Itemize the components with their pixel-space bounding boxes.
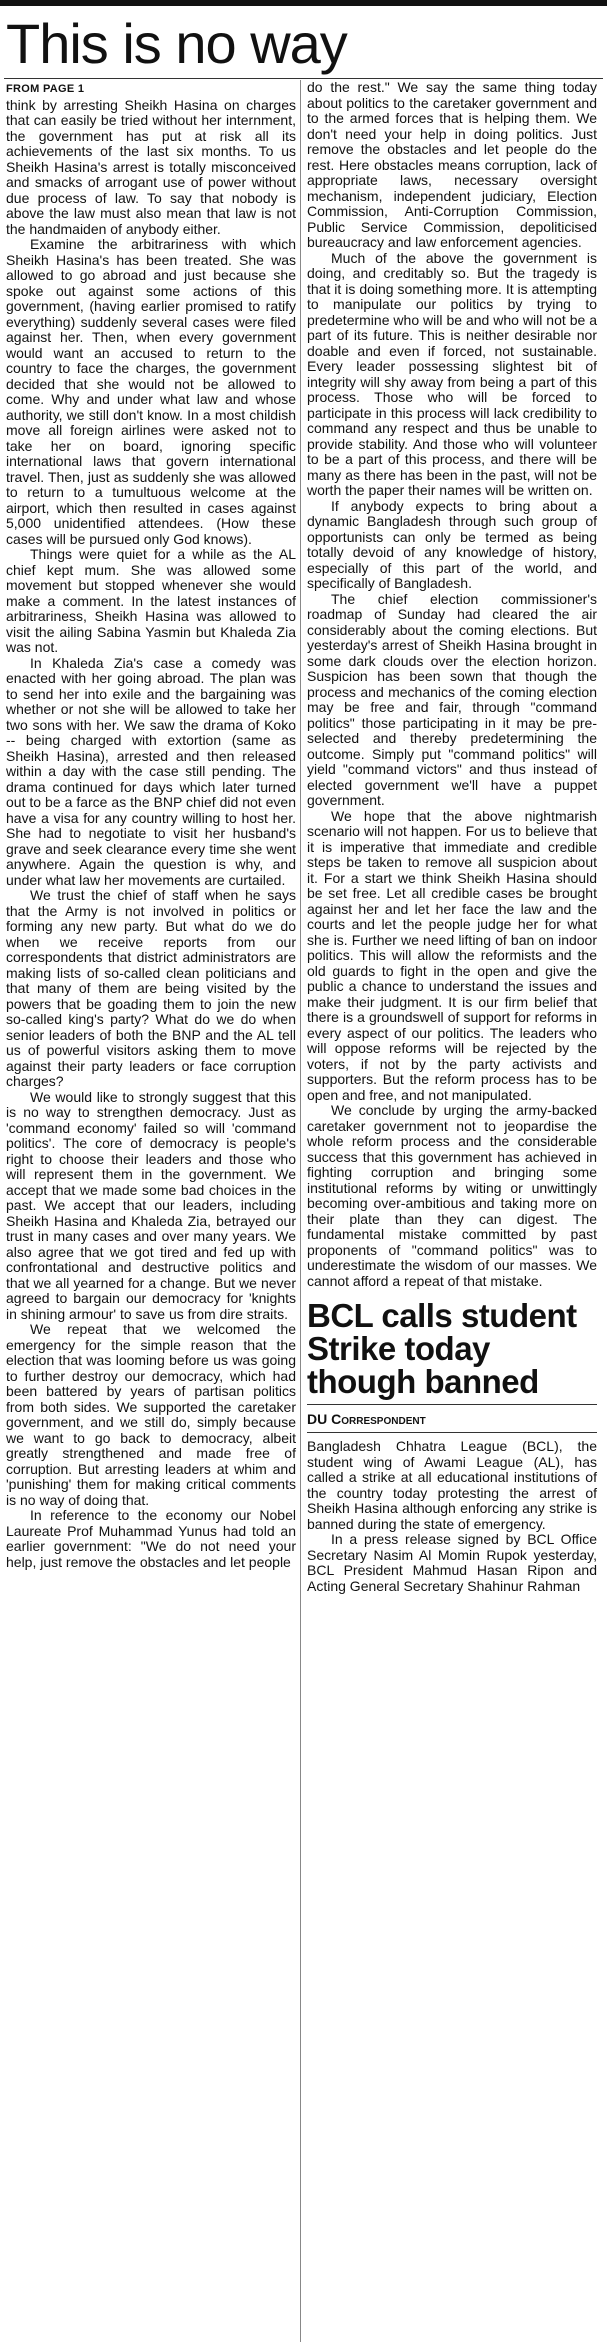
article-paragraph: Much of the above the government is doing, and creditably so. But the tragedy is that it is doing something more. It is attempting to manipulate our politics by trying to predetermine who will be and who will not be a part of its future. This is neither desirable nor doable and even if forced, not sustainable. Every leader possessing slightest bit of integrity will shy away from being a part of this process. Those who will be forced to participate in this process will lack credibility to command any respect and thus be unable to provide stability. And those who will volunteer to be a part of this process, and there will be many as there has been in the past, will not be worth the paper their names will be written on. — [307, 249, 597, 498]
top-rule — [0, 0, 607, 6]
article-paragraph: Examine the arbitrariness with which Sheikh Hasina's has been treated. She was allowed to go abroad and just because she spoke out against some actions of this government, (having earlier promised to ratify everything) suddenly several cases were filed against her. Then, when every government would want an accused to return to the country to face the charges, the government decided that she would not be allowed to come. Why and under what law and whose authority, we still don't know. In a most childish move all foreign airlines were asked not to take her on board, ignoring specific international laws that govern international travel. Then, just as suddenly she was allowed to return to a tumultuous welcome at the airport, which then resulted in cases against 5,000 unidentified attendees. (How these cases will be pursued only God knows). — [6, 236, 296, 547]
column-divider — [300, 80, 301, 2342]
article-paragraph: We repeat that we welcomed the emergency for the simple reason that the election that was looming before us was going to further destroy our democracy, which had been battered by years of partisan politics from both sides. We supported the caretaker government, and we still do, simply because we want to go back to democracy, albeit greatly strengthened and made free of corruption. But arresting leaders at whim and 'punishing' them for making critical comments is no way of doing that. — [6, 1321, 296, 1508]
byline-role: Correspondent — [331, 1411, 426, 1427]
article-paragraph: We conclude by urging the army-backed caretaker government not to jeopardise the whole reform process and the considerable success that this government has achieved in fighting corruption and bringing some institutional reforms by witing or unwittingly becoming over-ambitious and taking more on their plate than they can digest. The fundamental mistake committed by past proponents of "command politics" was to underestimate the wisdom of our masses. We cannot afford a repeat of that mistake. — [307, 1102, 597, 1289]
sidebar-paragraph: Bangladesh Chhatra League (BCL), the student wing of Awami League (AL), has called a strike at all educational institutions of the country today protesting the arrest of Sheikh Hasina although enforcing any strike is banned during the state of emergency. — [307, 1438, 597, 1532]
article-paragraph: do the rest." We say the same thing today about politics to the caretaker government and to the armed forces that is helping them. We don't need your help in doing politics. Just remove the obstacles and let people do the rest. Here obstacles means corruption, lack of appropriate laws, necessary oversight mechanism, independent judiciary, Election Commission, Anti-Corruption Commission, Public Service Commission, depoliticised bureaucracy and law enforcement agencies. — [307, 79, 597, 250]
article-paragraph: The chief election commissioner's roadmap of Sunday had cleared the air considerably about the coming elections. But yesterday's arrest of Sheikh Hasina brought in some dark clouds over the election horizon. Suspicion has been sown that though the process and mechanics of the coming election may be free and fair, through "command politics" those participating in it may be pre-selected and thereby predetermining the outcome. Simply put "command politics" will yield "command victors" and thus instead of elected government we'll have a puppet government. — [307, 590, 597, 808]
left-column — [6, 80, 296, 1570]
byline-rule — [307, 1432, 597, 1433]
article-paragraph: Things were quiet for a while as the AL chief kept mum. She was allowed some movement but stopped whenever she would make a comment. In the latest instances of arbitrariness, Sheikh Hasina was allowed to visit the ailing Sabina Yasmin but Khaleda Zia was not. — [6, 546, 296, 655]
page-headline: This is no way — [6, 12, 347, 75]
kicker: FROM PAGE 1 — [6, 83, 85, 95]
article-paragraph: We would like to strongly suggest that this is no way to strengthen democracy. Just as 'command economy' failed so will 'command politics'. The core of democracy is people's right to choose their leaders and those who will represent them in the government. We accept that we made some bad choices in the past. We accept that our leaders, including Sheikh Hasina and Khaleda Zia, betrayed our trust in many cases and over many years. We also agree that we got tired and fed up with confrontational and destructive politics and that we all yearned for a change. But we never agreed to bargain our democracy for 'knights in shining armour' to save us from dire straits. — [6, 1088, 296, 1322]
byline-prefix: DU — [307, 1411, 332, 1427]
article-paragraph: We trust the chief of staff when he says that the Army is not involved in politics or forming any new party. But what do we do when we receive reports from our correspondents that district administrators are making lists of so-called clean politicians and that many of them are being visited by the powers that be goading them to join the new so-called king's party? What do we do when senior leaders of both the BNP and the AL tell us of powerful visitors asking them to move against their party leaders or face corruption charges? — [6, 887, 296, 1089]
sidebar-paragraph: In a press release signed by BCL Office Secretary Nasim Al Momin Rupok yesterday, BCL President Mahmud Hasan Ripon and Acting General Secretary Shahinur Rahman — [307, 1531, 597, 1594]
article-paragraph: In Khaleda Zia's case a comedy was enacted with her going abroad. The plan was to send her into exile and the bargaining was whether or not she will be allowed to take her two sons with her. We saw the drama of Koko -- being charged with extortion (same as Sheikh Hasina), arrested and then released within a day with the case still pending. The drama continued for days which later turned out to be a farce as the BNP chief did not even have a visa for any country willing to host her. She had to negotiate to visit her husband's grave and seek clearance every time she went anywhere. Again the question is why, and under what law her movements are curtailed. — [6, 654, 296, 888]
article-paragraph: In reference to the economy our Nobel Laureate Prof Muhammad Yunus had told an earlier government: "We do not need your help, just remove the obstacles and let people — [6, 1507, 296, 1570]
article-paragraph: We hope that the above nightmarish scenario will not happen. For us to believe that it is imperative that immediate and credible steps be taken to remove all suspicion about it. For a start we think Sheikh Hasina should be set free. Let all credible cases be brought against her and let her face the law and the courts and let the people judge her for what she is. Further we need lifting of ban on indoor politics. This will allow the reformists and the old guards to fight in the open and give the public a chance to understand the issues and make their judgment. It is our firm belief that there is a groundswell of support for reforms in every aspect of our politics. The leaders who will oppose reforms will be rejected by the voters, if not by the party activists and supporters. But the reform process has to be open and free, and not manipulated. — [307, 807, 597, 1103]
sidebar-headline: BCL calls student Strike today though banned — [307, 1297, 577, 1400]
byline — [307, 1404, 597, 1428]
sidebar-story — [307, 1299, 597, 1594]
article-paragraph: think by arresting Sheikh Hasina on charges that can easily be tried without her internment, the government has put at risk all its achievements of the last six months. To us Sheikh Hasina's arrest is totally misconceived and smacks of arrogant use of power without due process of law. To say that nobody is above the law must also mean that law is not the handmaiden of anybody either. — [6, 96, 296, 237]
right-column — [307, 80, 597, 1594]
article-paragraph: If anybody expects to bring about a dynamic Bangladesh through such group of opportunists can only be termed as being totally devoid of any knowledge of history, especially of this part of the world, and specifically of Bangladesh. — [307, 497, 597, 591]
